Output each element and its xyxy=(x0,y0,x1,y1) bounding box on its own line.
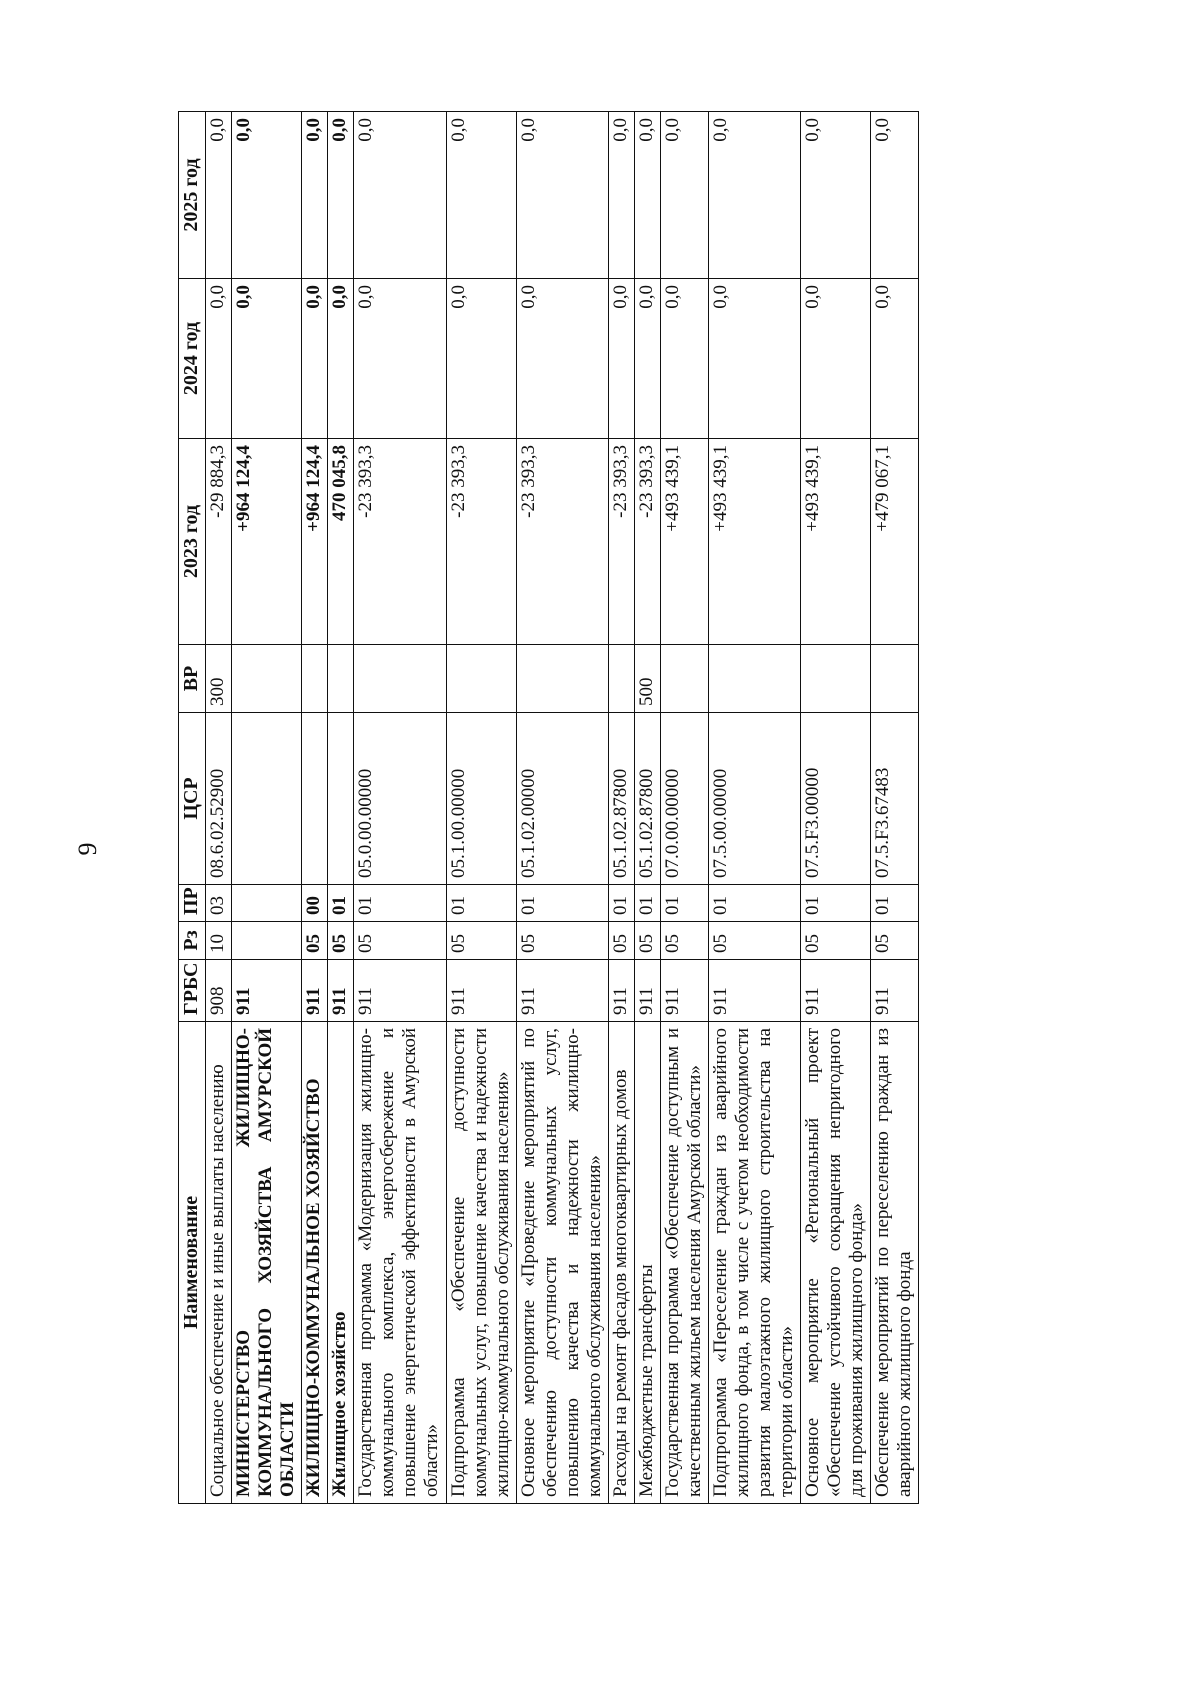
table-row xyxy=(206,112,232,1504)
table-cell-pr: 01 xyxy=(800,885,870,922)
table-cell-vr xyxy=(608,645,634,713)
table-row xyxy=(328,112,354,1504)
table-cell-pr: 03 xyxy=(206,885,232,922)
header-name: Наименование xyxy=(179,1022,206,1504)
table-body xyxy=(206,112,919,1504)
table-cell-2025: 0,0 xyxy=(708,112,800,279)
table-cell-2024: 0,0 xyxy=(206,279,232,439)
table-cell-2023: -23 393,3 xyxy=(354,439,446,645)
table-cell-rz: 05 xyxy=(354,922,446,960)
table-cell-vr xyxy=(660,645,708,713)
table-cell-csr xyxy=(328,713,354,885)
header-csr: ЦСР xyxy=(179,713,206,885)
table-cell-rz: 05 xyxy=(516,922,608,960)
page-number: 9 xyxy=(73,842,102,856)
table-cell-2024: 0,0 xyxy=(660,279,708,439)
table-cell-vr xyxy=(516,645,608,713)
table-cell-name: Жилищное хозяйство xyxy=(328,1022,354,1504)
table-cell-grbs: 911 xyxy=(634,960,660,1022)
table-cell-2023: -23 393,3 xyxy=(608,439,634,645)
table-cell-2024: 0,0 xyxy=(328,279,354,439)
header-pr: ПР xyxy=(179,885,206,922)
table-cell-rz: 05 xyxy=(708,922,800,960)
table-cell-2024: 0,0 xyxy=(608,279,634,439)
table-cell-csr xyxy=(302,713,328,885)
table-cell-2023: +493 439,1 xyxy=(660,439,708,645)
table-row xyxy=(446,112,516,1504)
table-row xyxy=(516,112,608,1504)
table-cell-rz: 05 xyxy=(660,922,708,960)
table-cell-rz: 05 xyxy=(328,922,354,960)
table-cell-pr: 01 xyxy=(446,885,516,922)
table-cell-grbs: 911 xyxy=(302,960,328,1022)
table-header-row xyxy=(179,112,206,1504)
table-cell-2023: -23 393,3 xyxy=(446,439,516,645)
table-cell-csr: 05.1.02.87800 xyxy=(608,713,634,885)
table-cell-pr: 01 xyxy=(516,885,608,922)
table-cell-name: Подпрограмма «Переселение граждан из аварийного жилищного фонда, в том числе с учетом необходимости развития малоэтажного жилищного строительства на территории области» xyxy=(708,1022,800,1504)
table-cell-2025: 0,0 xyxy=(634,112,660,279)
table-row xyxy=(354,112,446,1504)
table-cell-pr: 01 xyxy=(660,885,708,922)
table-cell-pr: 00 xyxy=(302,885,328,922)
table-cell-grbs: 911 xyxy=(354,960,446,1022)
table-cell-2024: 0,0 xyxy=(800,279,870,439)
table-cell-pr: 01 xyxy=(354,885,446,922)
table-cell-name: Основное мероприятие «Региональный проект «Обеспечение устойчивого сокращения непригодного для проживания жилищного фонда» xyxy=(800,1022,870,1504)
table-cell-rz: 05 xyxy=(800,922,870,960)
table-cell-2023: +493 439,1 xyxy=(800,439,870,645)
table-cell-2023: +964 124,4 xyxy=(232,439,302,645)
table-cell-2024: 0,0 xyxy=(871,279,919,439)
table-cell-rz: 05 xyxy=(608,922,634,960)
header-rz: Рз xyxy=(179,922,206,960)
table-cell-grbs: 911 xyxy=(446,960,516,1022)
table-row xyxy=(634,112,660,1504)
table-cell-pr xyxy=(232,885,302,922)
table-cell-rz: 05 xyxy=(871,922,919,960)
table-cell-vr xyxy=(328,645,354,713)
table-cell-pr: 01 xyxy=(634,885,660,922)
table-cell-rz: 10 xyxy=(206,922,232,960)
table-cell-name: Подпрограмма «Обеспечение доступности коммунальных услуг, повышение качества и надежности жилищно-коммунального обслуживания населения» xyxy=(446,1022,516,1504)
table-cell-pr: 01 xyxy=(708,885,800,922)
table-cell-pr: 01 xyxy=(608,885,634,922)
table-row xyxy=(708,112,800,1504)
table-cell-grbs: 908 xyxy=(206,960,232,1022)
table-cell-csr: 05.1.00.00000 xyxy=(446,713,516,885)
table-cell-2025: 0,0 xyxy=(206,112,232,279)
header-2024: 2024 год xyxy=(179,279,206,439)
table-cell-2025: 0,0 xyxy=(871,112,919,279)
table-cell-vr xyxy=(800,645,870,713)
table-cell-csr: 05.1.02.00000 xyxy=(516,713,608,885)
table-cell-2023: +493 439,1 xyxy=(708,439,800,645)
table-cell-name: Государственная программа «Обеспечение доступным и качественным жильем населения Амурской области» xyxy=(660,1022,708,1504)
table-cell-2024: 0,0 xyxy=(446,279,516,439)
table-cell-csr: 05.1.02.87800 xyxy=(634,713,660,885)
table-cell-2025: 0,0 xyxy=(800,112,870,279)
table-cell-2023: +964 124,4 xyxy=(302,439,328,645)
table-cell-csr: 07.5.F3.67483 xyxy=(871,713,919,885)
table-cell-2023: -23 393,3 xyxy=(634,439,660,645)
table-cell-grbs: 911 xyxy=(328,960,354,1022)
table-cell-name: Расходы на ремонт фасадов многоквартирных домов xyxy=(608,1022,634,1504)
table-cell-2025: 0,0 xyxy=(328,112,354,279)
table-cell-vr xyxy=(232,645,302,713)
table-cell-vr xyxy=(708,645,800,713)
table-cell-rz xyxy=(232,922,302,960)
table-cell-name: ЖИЛИЩНО-КОММУНАЛЬНОЕ ХОЗЯЙСТВО xyxy=(302,1022,328,1504)
table-cell-grbs: 911 xyxy=(708,960,800,1022)
table-cell-csr: 07.0.00.00000 xyxy=(660,713,708,885)
table-cell-2025: 0,0 xyxy=(660,112,708,279)
table-cell-2024: 0,0 xyxy=(302,279,328,439)
table-row xyxy=(608,112,634,1504)
table-cell-csr: 07.5.F3.00000 xyxy=(800,713,870,885)
table-cell-grbs: 911 xyxy=(232,960,302,1022)
rotated-table-container xyxy=(178,112,919,1504)
table-cell-csr: 07.5.00.00000 xyxy=(708,713,800,885)
table-cell-grbs: 911 xyxy=(800,960,870,1022)
table-cell-2023: +479 067,1 xyxy=(871,439,919,645)
table-row xyxy=(232,112,302,1504)
table-row xyxy=(871,112,919,1504)
table-cell-grbs: 911 xyxy=(660,960,708,1022)
table-cell-2024: 0,0 xyxy=(516,279,608,439)
table-cell-2024: 0,0 xyxy=(708,279,800,439)
table-cell-name: Государственная программа «Модернизация жилищно-коммунального комплекса, энергосбережение и повышение энергетической эффективности в Амурской области» xyxy=(354,1022,446,1504)
table-cell-2025: 0,0 xyxy=(516,112,608,279)
header-grbs: ГРБС xyxy=(179,960,206,1022)
table-cell-name: Основное мероприятие «Проведение мероприятий по обеспечению доступности коммунальных услуг, повышению качества и надежности жилищно-коммунального обслуживания населения» xyxy=(516,1022,608,1504)
table-cell-name: МИНИСТЕРСТВО ЖИЛИЩНО-КОММУНАЛЬНОГО ХОЗЯЙСТВА АМУРСКОЙ ОБЛАСТИ xyxy=(232,1022,302,1504)
table-cell-name: Обеспечение мероприятий по переселению граждан из аварийного жилищного фонда xyxy=(871,1022,919,1504)
table-cell-grbs: 911 xyxy=(608,960,634,1022)
table-cell-csr: 05.0.00.00000 xyxy=(354,713,446,885)
table-row xyxy=(660,112,708,1504)
table-cell-vr: 500 xyxy=(634,645,660,713)
header-vr: ВР xyxy=(179,645,206,713)
budget-table xyxy=(178,111,919,1504)
table-cell-vr xyxy=(302,645,328,713)
table-row xyxy=(800,112,870,1504)
table-cell-name: Межбюджетные трансферты xyxy=(634,1022,660,1504)
table-cell-2025: 0,0 xyxy=(446,112,516,279)
table-cell-pr: 01 xyxy=(328,885,354,922)
table-cell-2025: 0,0 xyxy=(354,112,446,279)
table-cell-vr xyxy=(871,645,919,713)
table-cell-name: Социальное обеспечение и иные выплаты населению xyxy=(206,1022,232,1504)
table-cell-vr xyxy=(446,645,516,713)
header-2025: 2025 год xyxy=(179,112,206,279)
table-cell-grbs: 911 xyxy=(871,960,919,1022)
table-cell-rz: 05 xyxy=(634,922,660,960)
table-cell-2025: 0,0 xyxy=(232,112,302,279)
table-cell-pr: 01 xyxy=(871,885,919,922)
table-cell-2023: -29 884,3 xyxy=(206,439,232,645)
table-cell-2023: -23 393,3 xyxy=(516,439,608,645)
table-cell-2023: 470 045,8 xyxy=(328,439,354,645)
table-cell-2025: 0,0 xyxy=(302,112,328,279)
table-cell-vr xyxy=(354,645,446,713)
table-cell-2024: 0,0 xyxy=(232,279,302,439)
table-cell-grbs: 911 xyxy=(516,960,608,1022)
table-row xyxy=(302,112,328,1504)
table-cell-csr: 08.6.02.52900 xyxy=(206,713,232,885)
table-cell-rz: 05 xyxy=(446,922,516,960)
table-cell-2024: 0,0 xyxy=(354,279,446,439)
table-cell-rz: 05 xyxy=(302,922,328,960)
table-cell-vr: 300 xyxy=(206,645,232,713)
table-cell-2024: 0,0 xyxy=(634,279,660,439)
table-cell-csr xyxy=(232,713,302,885)
table-cell-2025: 0,0 xyxy=(608,112,634,279)
header-2023: 2023 год xyxy=(179,439,206,645)
